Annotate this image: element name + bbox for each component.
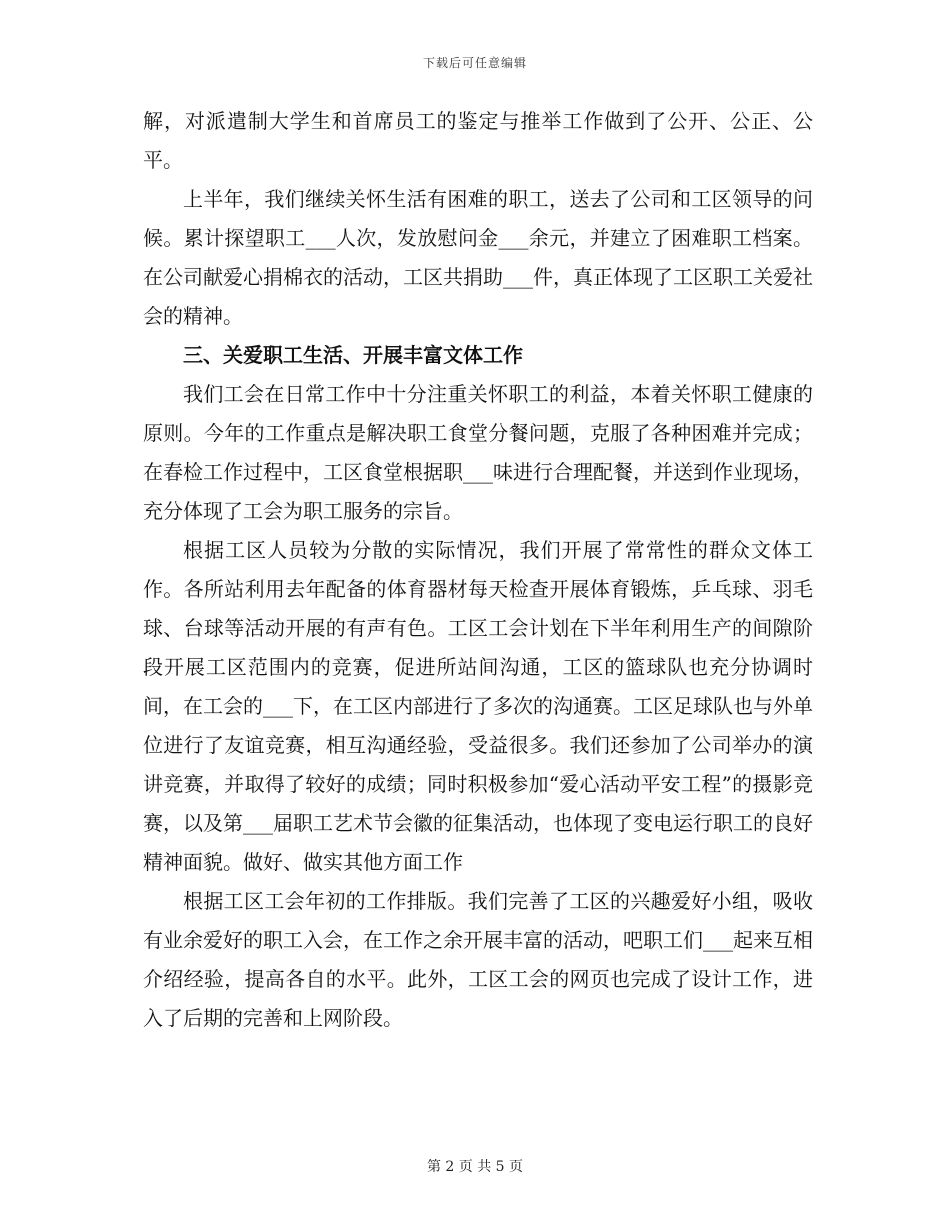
section-heading: 三、关爱职工生活、开展丰富文体工作 <box>183 343 523 367</box>
page-number: 第 2 页 共 5 页 <box>426 1159 524 1175</box>
page-header: 下载后可任意编辑 <box>422 56 527 70</box>
paragraph-interest-groups: 根据工区工会年初的工作排版。我们完善了工区的兴趣爱好小组，吸收有业余爱好的职工入会，在工作之余开展丰富的活动，吧职工们___起来互相介绍经验，提高各自的水平。此外，工区工会的网页也完成了设计工作，进入了后期的完善和上网阶段。 <box>143 889 813 1030</box>
paragraph-continuation: 解，对派遣制大学生和首席员工的鉴定与推举工作做到了公开、公正、公平。 <box>143 109 813 172</box>
paragraph-sports-activities: 根据工区人员较为分散的实际情况，我们开展了常常性的群众文体工作。各所站利用去年配备的体育器材每天检查开展体育锻炼，乒乓球、羽毛球、台球等活动开展的有声有色。工区工会计划在下半年利用生产的间隙阶段开展工区范围内的竞赛，促进所站间沟通，工区的篮球队也充分协调时间，在工会的___下，在工区内部进行了多次的沟通赛。工区足球队也与外单位进行了友谊竞赛，相互沟通经验，受益很多。我们还参加了公司举办的演讲竞赛，并取得了较好的成绩；同时积极参加“爱心活动平安工程”的摄影竞赛，以及第___届职工艺术节会徽的征集活动，也体现了变电运行职工的良好精神面貌。做好、做实其他方面工作 <box>143 538 813 874</box>
paragraph-canteen: 我们工会在日常工作中十分注重关怀职工的利益，本着关怀职工健康的原则。今年的工作重点是解决职工食堂分餐问题，克服了各种困难并完成；在春检工作过程中，工区食堂根据职___味进行合理配餐，并送到作业现场，充分体现了工会为职工服务的宗旨。 <box>143 382 813 523</box>
paragraph-care-for-workers: 上半年，我们继续关怀生活有困难的职工，送去了公司和工区领导的问候。累计探望职工___人次，发放慰问金___余元，并建立了困难职工档案。在公司献爱心捐棉衣的活动，工区共捐助___件，真正体现了工区职工关爱社会的精神。 <box>143 187 813 328</box>
document-body <box>143 102 813 1038</box>
